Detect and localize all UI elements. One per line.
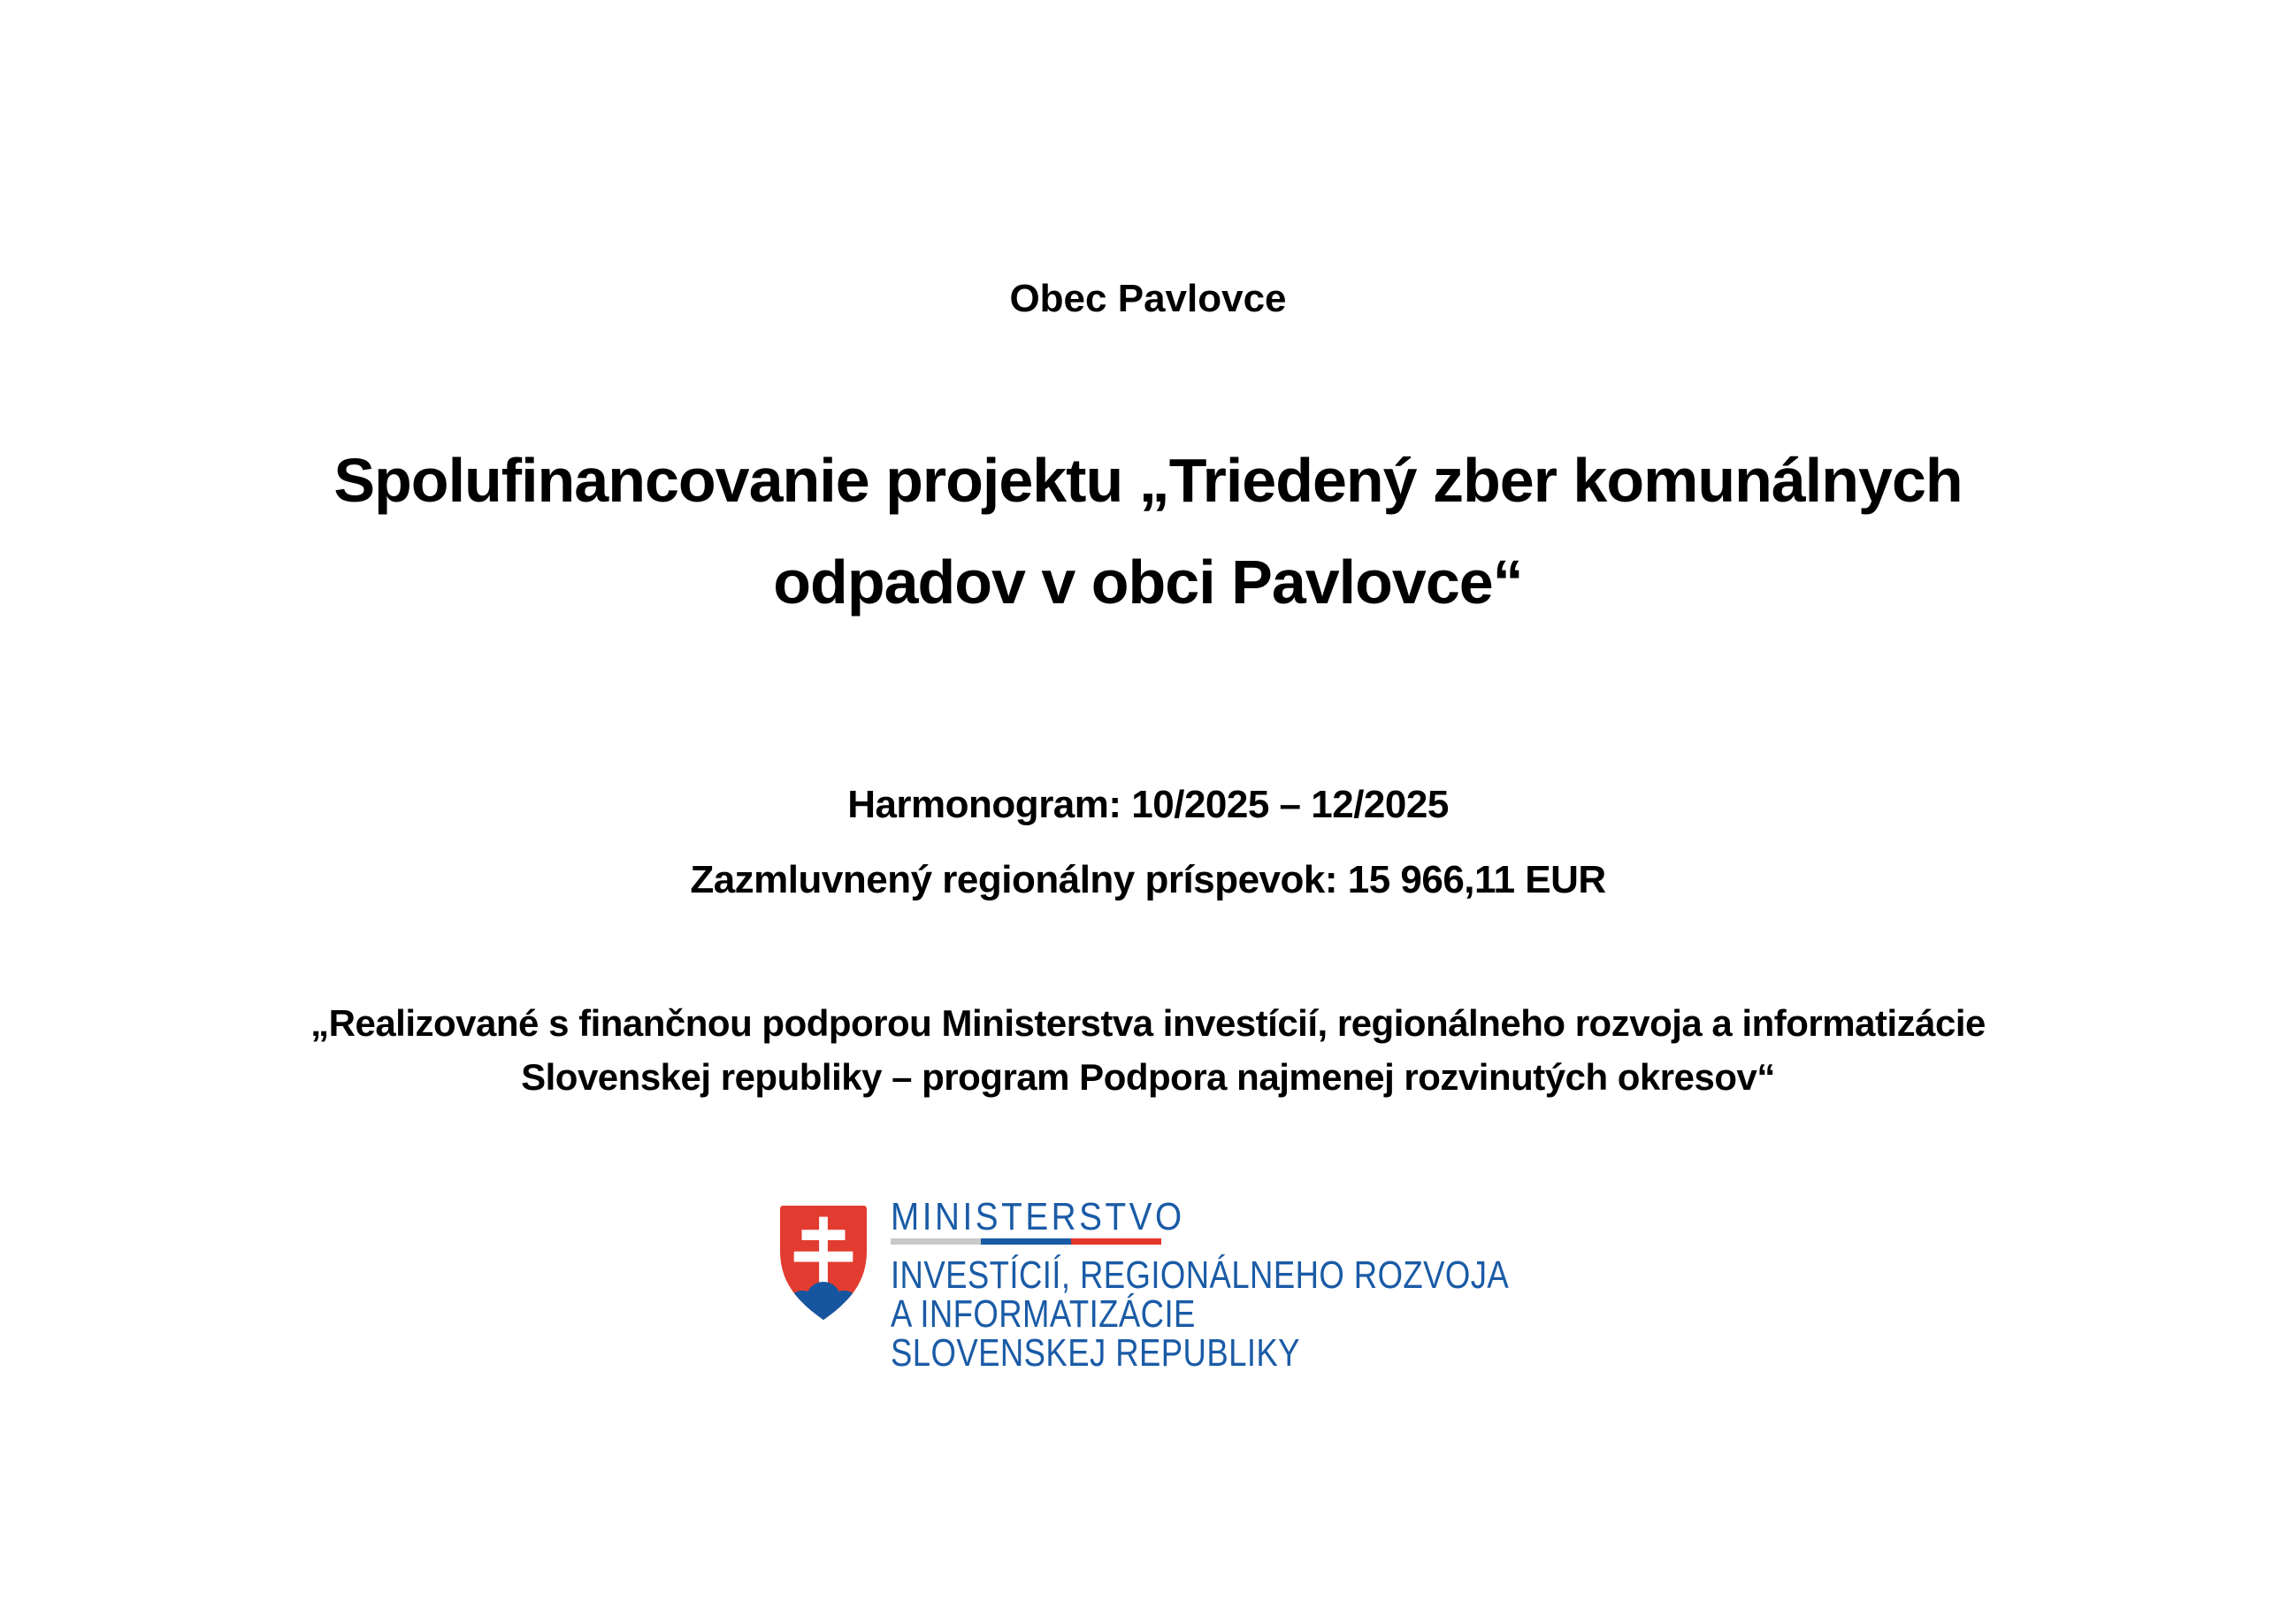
ministry-logo-line-investicii: INVESTÍCIÍ, REGIONÁLNEHO ROZVOJA (891, 1253, 1510, 1297)
ministry-logo-text (891, 1195, 1635, 1375)
tricolor-bar (891, 1238, 1161, 1245)
funding-note-line2: Slovenskej republiky – program Podpora najmenej rozvinutých okresov“ (521, 1056, 1775, 1098)
funding-note-line1: „Realizované s finančnou podporou Ministerstva investícií, regionálneho rozvoja a informatizácie (310, 1002, 1986, 1044)
organization-name: Obec Pavlovce (1009, 277, 1287, 320)
contribution-amount-text: Zazmluvnený regionálny príspevok: 15 966,11 EUR (690, 858, 1606, 901)
schedule-text: Harmonogram: 10/2025 – 12/2025 (847, 783, 1449, 826)
project-title (0, 430, 2296, 633)
ministry-logo-line-informatizacie: A INFORMATIZÁCIE (891, 1292, 1196, 1336)
slovak-coat-of-arms-icon (780, 1205, 867, 1321)
ministry-logo-line-slovenskej-republiky: SLOVENSKEJ REPUBLIKY (891, 1331, 1300, 1375)
ministry-logo-line-ministerstvo: MINISTERSTVO (891, 1195, 1185, 1238)
project-title-line1: Spolufinancovanie projektu „Triedený zber komunálnych (333, 446, 1963, 515)
project-title-line2: odpadov v obci Pavlovce“ (773, 548, 1523, 617)
funding-note (0, 996, 2296, 1104)
ministry-logo (780, 1195, 1635, 1375)
